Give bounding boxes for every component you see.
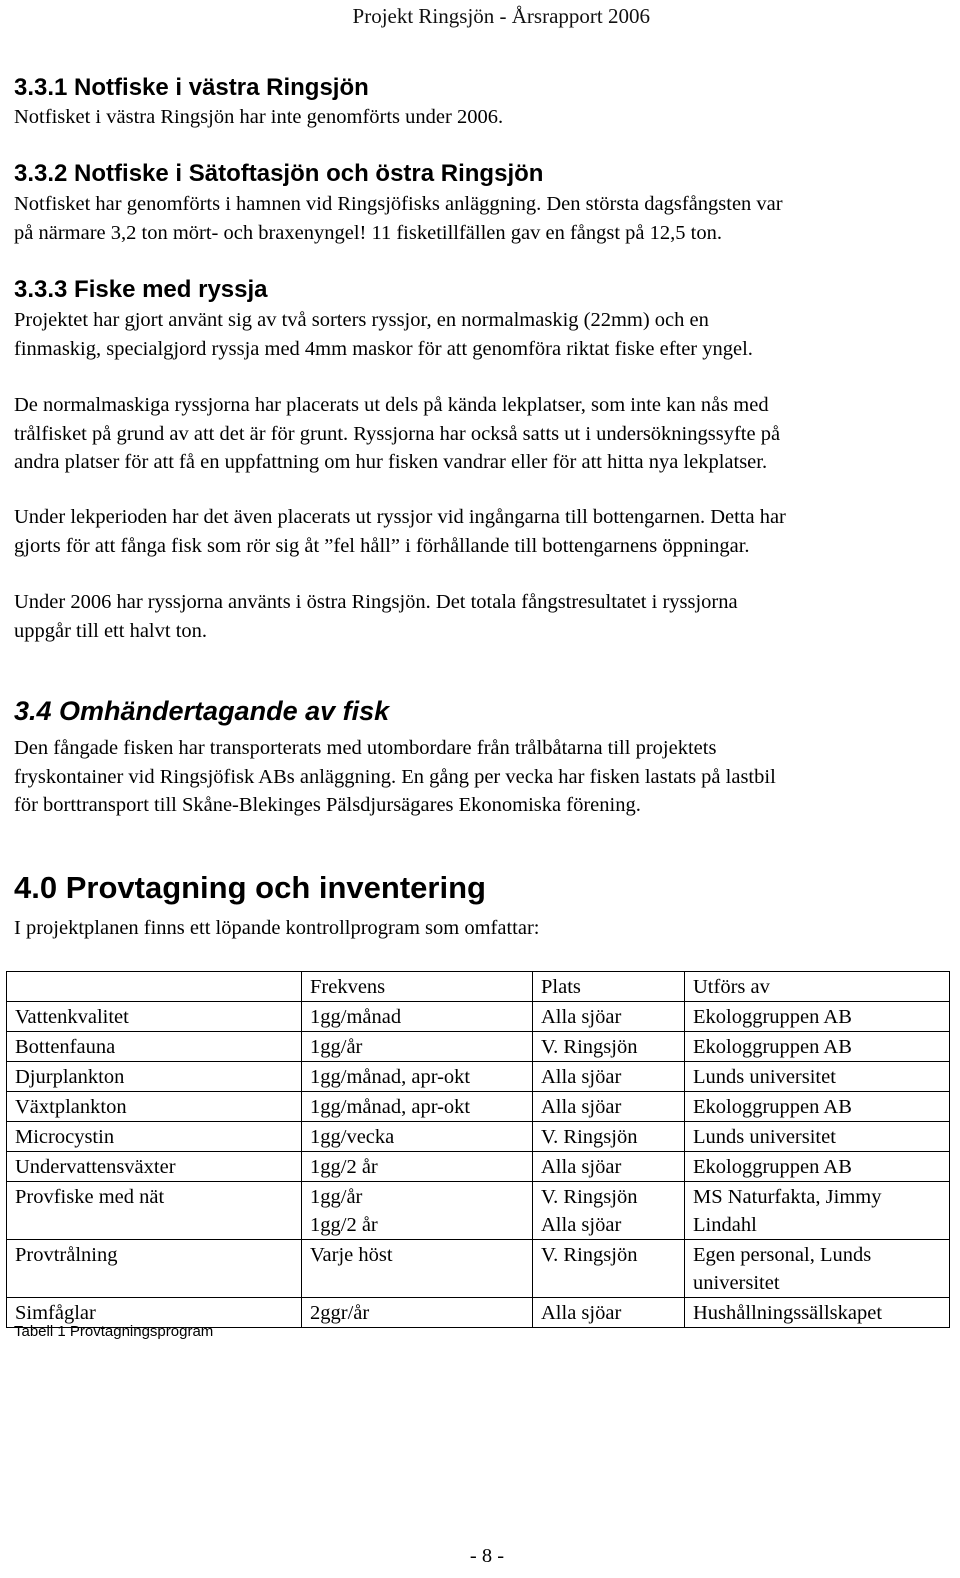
- table-cell: [7, 1182, 302, 1240]
- heading-3-4: 3.4 Omhändertagande av fisk: [14, 696, 390, 726]
- table-cell: [533, 1298, 685, 1328]
- table-cell: [7, 1152, 302, 1182]
- cell-text-line: Ekologgruppen AB: [693, 1006, 852, 1028]
- paragraph-3-3-3-d: [14, 588, 949, 645]
- table-cell: [7, 1092, 302, 1122]
- text-line: Under lekperioden har det även placerats ut ryssjor vid ingångarna till bottengarnen. Detta har: [14, 506, 786, 528]
- cell-text-line: Ekologgruppen AB: [693, 1156, 852, 1178]
- cell-text-line: universitet: [693, 1272, 780, 1294]
- table-row: [7, 1182, 950, 1240]
- sampling-program-table: [6, 971, 950, 1328]
- table-row: [7, 1152, 950, 1182]
- cell-text-line: Alla sjöar: [541, 1302, 622, 1324]
- table-cell: [685, 1152, 950, 1182]
- paragraph-3-3-3-c: [14, 503, 949, 560]
- cell-text-line: 2ggr/år: [310, 1302, 370, 1324]
- table-cell: [533, 1240, 685, 1298]
- table-cell: [7, 1002, 302, 1032]
- paragraph-3-4: [14, 734, 949, 820]
- table-cell: [533, 1002, 685, 1032]
- cell-text-line: Alla sjöar: [541, 1214, 622, 1236]
- cell-text-line: Provtrålning: [15, 1244, 118, 1266]
- cell-text-line: V. Ringsjön: [541, 1126, 638, 1148]
- table-cell: [302, 1240, 533, 1298]
- text-line: gjorts för att fånga fisk som rör sig åt ”fel håll” i förhållande till bottengarnens öppningar.: [14, 534, 750, 557]
- cell-text-line: Lunds universitet: [693, 1066, 836, 1088]
- cell-text-line: 1gg/månad: [310, 1006, 402, 1028]
- cell-text-line: Varje höst: [310, 1244, 393, 1266]
- cell-text-line: V. Ringsjön: [541, 1186, 638, 1208]
- cell-text-line: Bottenfauna: [15, 1036, 116, 1058]
- cell-text-line: Vattenkvalitet: [15, 1006, 129, 1028]
- table-cell: [685, 1240, 950, 1298]
- table-cell: [302, 1002, 533, 1032]
- table-cell: [533, 1032, 685, 1062]
- paragraph-3-3-3-a: [14, 306, 949, 363]
- table-cell: [302, 1062, 533, 1092]
- table-cell: [7, 1062, 302, 1092]
- table-header-cell: Utförs av: [685, 972, 950, 1002]
- cell-text-line: 1gg/år: [310, 1036, 363, 1058]
- cell-text-line: Alla sjöar: [541, 1156, 622, 1178]
- cell-text-line: Lindahl: [693, 1214, 757, 1236]
- table-cell: [302, 1152, 533, 1182]
- cell-text-line: Ekologgruppen AB: [693, 1096, 852, 1118]
- page-header: Projekt Ringsjön - Årsrapport 2006: [352, 4, 650, 28]
- cell-text-line: V. Ringsjön: [541, 1244, 638, 1266]
- table-cell: [302, 1032, 533, 1062]
- table-cell: [685, 1002, 950, 1032]
- table-cell: [685, 1032, 950, 1062]
- heading-3-3-1: 3.3.1 Notfiske i västra Ringsjön: [14, 74, 369, 101]
- text-line: uppgår till ett halvt ton.: [14, 619, 208, 642]
- cell-text-line: Microcystin: [15, 1126, 115, 1148]
- cell-text-line: 1gg/år: [310, 1186, 363, 1208]
- text-line: för borttransport till Skåne-Blekinges Pälsdjursägares Ekonomiska förening.: [14, 794, 641, 817]
- table-cell: [302, 1092, 533, 1122]
- text-line: fryskontainer vid Ringsjöfisk ABs anläggning. En gång per vecka har fisken lastats på lastbil: [14, 765, 776, 788]
- cell-text-line: Växtplankton: [15, 1096, 127, 1118]
- table-cell: [685, 1122, 950, 1152]
- text-line: De normalmaskiga ryssjorna har placerats ut dels på kända lekplatser, som inte kan nås med: [14, 394, 769, 416]
- cell-text-line: Provfiske med nät: [15, 1186, 165, 1208]
- cell-text-line: Djurplankton: [15, 1066, 125, 1088]
- table-header-cell: Plats: [533, 972, 685, 1002]
- text-line: på närmare 3,2 ton mört- och braxenyngel! 11 fisketillfällen gav en fångst på 12,5 ton.: [14, 221, 722, 244]
- table-cell: [7, 1240, 302, 1298]
- table-cell: [533, 1062, 685, 1092]
- table-cell: [302, 1122, 533, 1152]
- cell-text-line: Ekologgruppen AB: [693, 1036, 852, 1058]
- table-caption: Tabell 1 Provtagningsprogram: [14, 1323, 214, 1340]
- text-line: andra platser för att få en uppfattning om hur fisken vandrar eller för att hitta nya lekplatser.: [14, 451, 768, 474]
- text-line: finmaskig, specialgjord ryssja med 4mm maskor för att genomföra riktat fiske efter yngel.: [14, 337, 753, 360]
- cell-text-line: MS Naturfakta, Jimmy: [693, 1186, 882, 1208]
- table-cell: [685, 1092, 950, 1122]
- heading-4-0: 4.0 Provtagning och inventering: [14, 870, 486, 905]
- table-cell: [685, 1062, 950, 1092]
- table-cell: [533, 1152, 685, 1182]
- table-cell: [685, 1298, 950, 1328]
- cell-text-line: 1gg/2 år: [310, 1156, 378, 1178]
- cell-text-line: Alla sjöar: [541, 1006, 622, 1028]
- cell-text-line: Undervattensväxter: [15, 1156, 176, 1178]
- cell-text-line: Hushållningssällskapet: [693, 1302, 883, 1324]
- cell-text-line: 1gg/månad, apr-okt: [310, 1066, 471, 1088]
- cell-text-line: Alla sjöar: [541, 1066, 622, 1088]
- table-row: [7, 1122, 950, 1152]
- table-row: [7, 1240, 950, 1298]
- table-row: [7, 1062, 950, 1092]
- text-line: Den fångade fisken har transporterats med utombordare från trålbåtarna till projektets: [14, 737, 717, 759]
- text-line: trålfisket på grund av att det är för grunt. Ryssjorna har också satts ut i undersökningssyfte på: [14, 422, 781, 445]
- text-line: Notfisket har genomförts i hamnen vid Ringsjöfisks anläggning. Den största dagsfångsten var: [14, 193, 783, 215]
- paragraph-3-3-1: Notfisket i västra Ringsjön har inte genomförts under 2006.: [14, 106, 504, 128]
- table-cell: [7, 1032, 302, 1062]
- cell-text-line: Simfåglar: [15, 1302, 96, 1324]
- table-cell: [7, 1122, 302, 1152]
- table-header-cell: Frekvens: [302, 972, 533, 1002]
- table-header-cell: [7, 972, 302, 1002]
- heading-3-3-2: 3.3.2 Notfiske i Sätoftasjön och östra Ringsjön: [14, 160, 544, 187]
- cell-text-line: 1gg/vecka: [310, 1126, 395, 1148]
- cell-text-line: 1gg/2 år: [310, 1214, 378, 1236]
- table-row: [7, 1002, 950, 1032]
- table-header-row: [7, 972, 950, 1002]
- text-line: Under 2006 har ryssjorna använts i östra Ringsjön. Det totala fångstresultatet i ryssjorna: [14, 591, 738, 613]
- table-cell: [533, 1122, 685, 1152]
- paragraph-3-3-2: [14, 190, 949, 247]
- cell-text-line: V. Ringsjön: [541, 1036, 638, 1058]
- table-row: [7, 1032, 950, 1062]
- table-cell: [533, 1182, 685, 1240]
- paragraph-4-0: I projektplanen finns ett löpande kontrollprogram som omfattar:: [14, 917, 540, 939]
- heading-3-3-3: 3.3.3 Fiske med ryssja: [14, 276, 268, 303]
- cell-text-line: Alla sjöar: [541, 1096, 622, 1118]
- table-cell: [533, 1092, 685, 1122]
- table-cell: [685, 1182, 950, 1240]
- table-cell: [302, 1182, 533, 1240]
- cell-text-line: Egen personal, Lunds: [693, 1244, 872, 1266]
- cell-text-line: 1gg/månad, apr-okt: [310, 1096, 471, 1118]
- page-number: - 8 -: [469, 1545, 505, 1567]
- table-row: [7, 1092, 950, 1122]
- paragraph-3-3-3-b: [14, 391, 949, 477]
- page-footer: [0, 1545, 960, 1568]
- table-cell: [302, 1298, 533, 1328]
- cell-text-line: Lunds universitet: [693, 1126, 836, 1148]
- text-line: Projektet har gjort använt sig av två sorters ryssjor, en normalmaskig (22mm) och en: [14, 309, 709, 331]
